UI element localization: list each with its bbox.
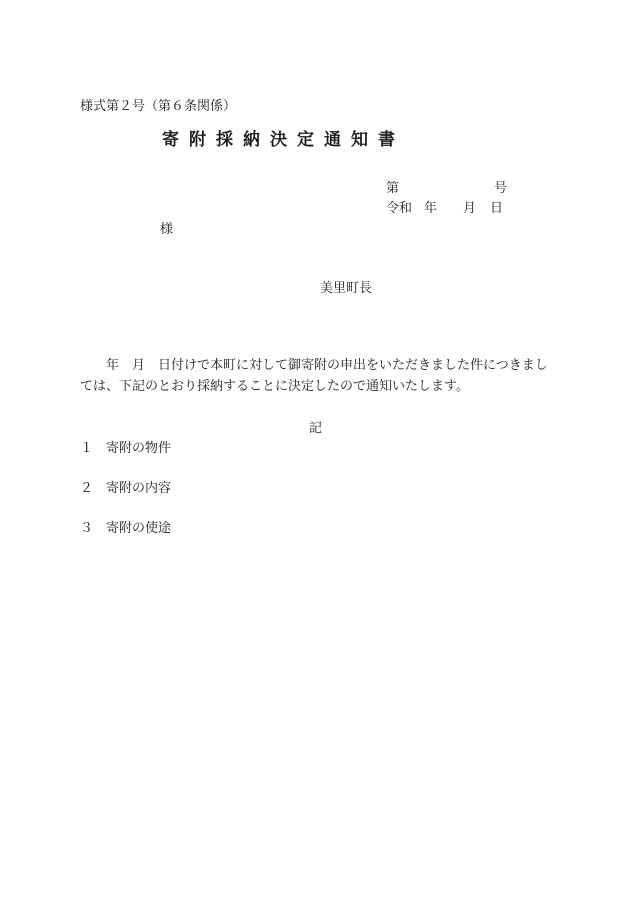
item-label: 寄附の使途 [106,521,172,536]
document-title: 寄附採納決定通知書 [162,130,405,150]
issuer-name: 美里町長 [320,281,373,296]
body-paragraph: 年 月 日付けで本町に対して御寄附の申出をいただきました件につきましては、下記のとおり採納することに決定したので通知いたします。 [80,358,548,394]
list-item [80,437,171,456]
item-number: ３ [80,521,94,536]
item-number: １ [80,441,94,456]
issue-date [386,197,503,216]
date-era: 令和 [386,201,413,216]
date-day: 日 [490,201,504,216]
ki-heading: 記 [309,421,323,436]
form-label: 様式第２号（第６条関係） [80,99,237,114]
document-number-prefix: 第 [386,181,400,196]
date-year: 年 [424,201,438,216]
recipient-suffix: 様 [160,222,174,237]
item-label: 寄附の内容 [106,481,172,496]
list-item [80,477,171,496]
date-month: 月 [463,201,477,216]
item-label: 寄附の物件 [106,441,172,456]
list-item [80,517,171,536]
item-number: ２ [80,481,94,496]
document-number-suffix: 号 [494,181,508,196]
